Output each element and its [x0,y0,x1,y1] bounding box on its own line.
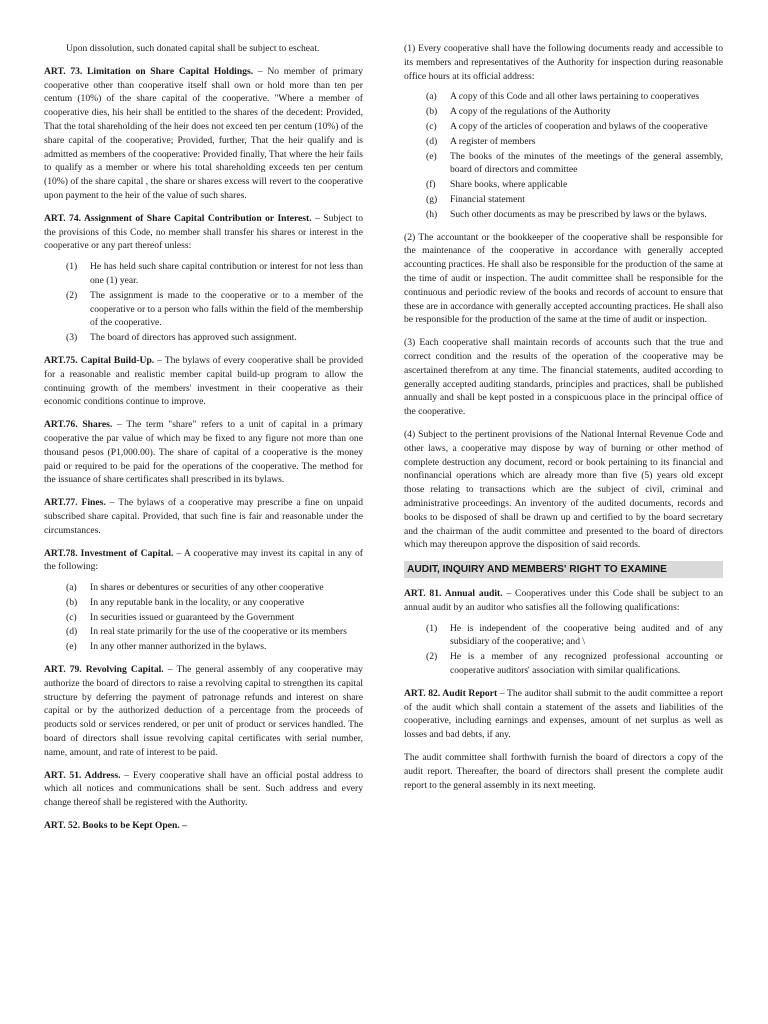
list-item: (1) He has held such share capital contribution or interest for not less than one (1) year. [66,261,363,286]
art-79-heading: ART. 79. Revolving Capital. [44,664,164,676]
art-78-heading: ART.78. Investment of Capital. [44,547,174,559]
art-74-body: – Subject to the provisions of this Code, no member shall transfer his shares or interest in the cooperative or any part thereof unless: [44,212,363,252]
art-75-body: – The bylaws of every cooperative shall be provided for a reasonable and realistic member capital build-up program to allow the continuing growth of the members' investment in their cooperative as their economic conditions continue to improve. [44,354,363,408]
art-76-heading: ART.76. Shares. [44,419,113,431]
documents-list [404,90,723,221]
art-73 [44,65,363,203]
dissolution-paragraph: Upon dissolution, such donated capital shall be subject to escheat. [66,43,320,54]
art-82 [404,687,723,742]
list-item: (g) Financial statement [426,193,525,205]
art-78 [44,547,363,575]
section-heading: AUDIT, INQUIRY AND MEMBERS' RIGHT TO EXAMINE [404,561,723,578]
art-81-heading: ART. 81. Annual audit. [404,588,503,600]
left-column [44,42,363,842]
list-item: (h) Such other documents as may be prescribed by laws or the bylaws. [426,208,707,220]
list-item: (2) The assignment is made to the cooperative or to a member of the cooperative or to a person who falls within the field of the membership of the cooperative. [66,289,363,329]
art-76 [44,418,363,487]
books-paragraph-1: (1) Every cooperative shall have the following documents ready and accessible to its members and representatives of the Authority for inspection during reasonable office hours at its official address: [404,43,723,82]
list-item: (3) The board of directors has approved such assignment. [66,332,297,344]
art-81 [404,587,723,615]
art-79-body: – The general assembly of any cooperative may authorize the board of directors to raise a revolving capital to strengthen its capital structure by deferring the payment of patronage refunds and interest on share capital or by the authorized deduction of a percentage from the proceeds of products sold or services rendered, or per unit of product or services handled. The board of directors shall issue revolving capital certificates with serial number, name, amount, and rate of interest to be paid. [44,664,363,758]
art-81-list [404,622,723,678]
books-paragraph-2: (2) The accountant or the bookkeeper of the cooperative shall be responsible for the maintenance of the cooperative in accordance with generally accepted accounting practices. He shall also be responsible for the production of the same at the time of audit or inspection. The audit committee shall be responsible for the continuous and periodic review of the books and records of account to ensure that these are in accordance with generally accepted accounting practices. He shall also be responsible for the production of the same at the time of audit or inspection. [404,231,723,326]
art-76-body: – The term "share" refers to a unit of capital in a primary cooperative the par value of which may be fixed to any figure not more than one thousand pesos (P1,000.00). The share of capital of a cooperative is the money paid or required to be paid for the operations of the cooperative. The method for the issuance of share certificates shall prescribed in its bylaws. [44,419,363,486]
list-item: (c) A copy of the articles of cooperation and bylaws of the cooperative [426,120,708,132]
art-73-heading: ART. 73. Limitation on Share Capital Holdings. [44,65,254,77]
art-73-body: – No member of primary cooperative other than cooperative itself shall own or hold more than ten per centum (10%) of the share capital of the cooperative. "Where a member of cooperative dies, his heir shall be entitled to the shares of the decedent: Provided, That the total shareholding of the heir does not exceed ten per centum (10%) of the share capital of the cooperative; Provided, further, That the heir qualify and is admitted as members of the cooperative: Provided finally, That where the heir fails to qualify as a member or where his total shareholding exceeds ten per centum (10%) of the share capital , the share or shares excess will revert to the cooperative upon payment to the heir of the value of such shares. [44,65,363,201]
art-79 [44,663,363,760]
list-item: (2) He is a member of any recognized professional accounting or cooperative auditors' association with similar qualifications. [426,651,723,677]
art-82-heading: ART. 82. Audit Report [404,687,498,699]
list-item: (d) A register of members [426,135,536,147]
art-77-heading: ART.77. Fines. [44,497,106,509]
art-51-body: – Every cooperative shall have an official postal address to which all notices and communications shall be sent. Such address and every change thereof shall be registered with the Authority. [44,769,363,809]
books-paragraph-4: (4) Subject to the pertinent provisions of the National Internal Revenue Code and other laws, a cooperative may dispose by way of burning or other method of complete destruction any document, record or book pertaining to its financial and nonfinancial operations which are already more than five (5) years old except those relating to transactions which are the subject of civil, criminal and administrative proceedings. An inventory of the audited documents, records and books to be disposed of shall be drawn up and certified to by the board secretary and the chairman of the audit committee and presented to the board of directors which may thereupon approve the disposition of said records. [404,428,723,551]
list-item: (d) In real state primarily for the use of the cooperative or its members [66,626,347,638]
art-78-body: – A cooperative may invest its capital in any of the following: [44,547,363,573]
list-item: (a) In shares or debentures or securities of any other cooperative [66,582,324,594]
audit-report-paragraph: The audit committee shall forthwith furnish the board of directors a copy of the audit report. Thereafter, the board of directors shall present the complete audit report to the general assembly in its next meeting. [404,752,723,791]
art-81-body: – Cooperatives under this Code shall be subject to an annual audit by an auditor who satisfies all the following qualifications: [404,588,723,613]
list-item: (f) Share books, where applicable [426,179,568,191]
art-52-body: – [179,820,187,832]
art-82-body: – The auditor shall submit to the audit committee a report of the audit which shall contain a statement of the assets and liabilities of the cooperative, including earnings and expenses, amount of net surplus as well as losses and bad debts, if any. [404,687,723,741]
books-paragraph-3: (3) Each cooperative shall maintain records of accounts such that the true and correct condition and the results of the operation of the cooperative may be ascertained therefrom at any time. The financial statements, audited according to generally accepted auditing standards, principles and practices, shall be published annually and shall be kept posted in a conspicuous place in the principal office of the cooperative. [404,337,723,418]
art-52 [44,819,363,833]
art-51-heading: ART. 51. Address. [44,769,121,781]
art-77-body: – The bylaws of a cooperative may prescribe a fine on unpaid subscribed share capital. Provided, that such fine is fair and reasonable under the circumstances. [44,497,363,536]
art-74-heading: ART. 74. Assignment of Share Capital Contribution or Interest. [44,212,312,224]
art-74 [44,212,363,253]
art-74-list [44,260,363,345]
right-column [404,42,723,801]
list-item: (b) A copy of the regulations of the Authority [426,106,611,118]
list-item: (a) A copy of this Code and all other laws pertaining to cooperatives [426,91,700,103]
list-item: (b) In any reputable bank in the locality, or any cooperative [66,596,305,608]
art-52-heading: ART. 52. Books to be Kept Open. [44,820,180,832]
art-77 [44,496,363,537]
list-item: (e) The books of the minutes of the meetings of the general assembly, board of directors and committee [426,150,723,176]
art-75-heading: ART.75. Capital Build-Up. [44,354,155,366]
art-51 [44,769,363,810]
list-item: (1) He is independent of the cooperative being audited and of any subsidiary of the cooperative; and \ [426,622,723,648]
list-item: (e) In any other manner authorized in the bylaws. [66,641,267,653]
art-75 [44,354,363,409]
art-78-list [44,581,363,654]
list-item: (c) In securities issued or guaranteed by the Government [66,611,295,623]
